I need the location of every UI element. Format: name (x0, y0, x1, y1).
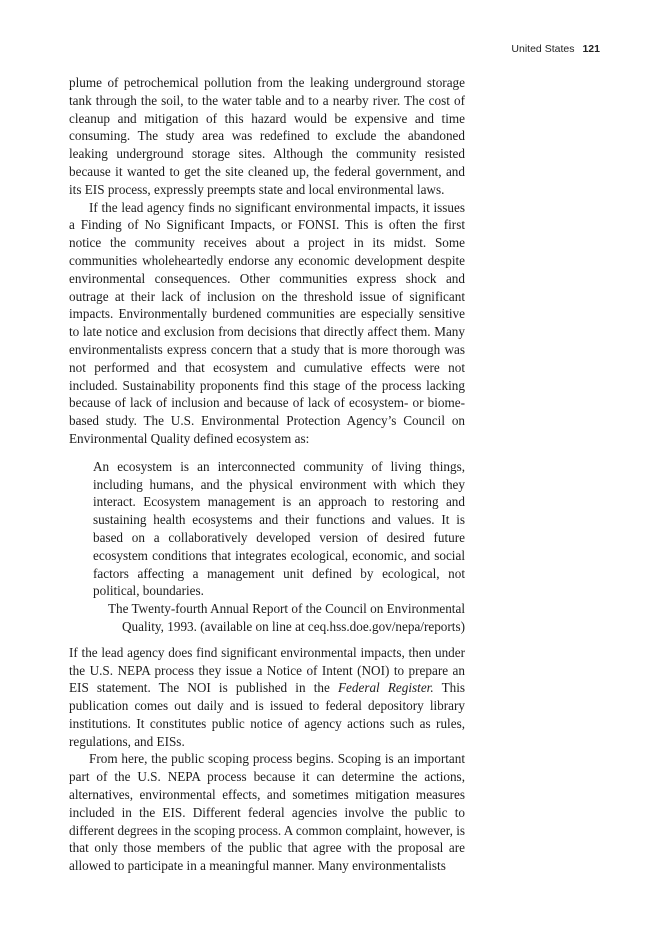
paragraph-1: plume of petrochemical pollution from the leaking underground storage tank through the soil, to the water table and to a nearby river. The cost of cleanup and mitigation of this hazard would be expensive and time consuming. The study area was redefined to exclude the abandoned leaking underground storage sites. Although the community resisted because it wanted to get the site cleaned up, the federal government, and its EIS process, expressly preempts state and local environmental laws. (69, 75, 465, 197)
page-number: 121 (582, 43, 600, 55)
paragraph-2: If the lead agency finds no significant environmental impacts, it issues a Finding of No Significant Impacts, or FONSI. This is often the first notice the community receives about a project in its midst. Some communities wholeheartedly endorse any economic development despite environmental consequences. Other communities express shock and outrage at their lack of inclusion on the threshold issue of significant impacts. Environmentally burdened communities are especially sensitive to late notice and exclusion from decisions that directly affect them. Many environmentalists express concern that a study that is more thorough was not performed and that ecosystem and cumulative effects were not included. Sustainability proponents find this stage of the process lacking because of lack of inclusion and because of lack of ecosystem- or biome-based study. The U.S. Environmental Protection Agency’s Council on Environmental Quality defined ecosystem as: (69, 199, 465, 446)
section-title: United States (511, 43, 575, 55)
body-text (69, 74, 465, 875)
paragraph-3-end: This publication comes out daily and is issued to federal depository library institutions. It constitutes public notice of agency actions such as rules, regulations, and EISs. (69, 680, 466, 749)
block-quote (93, 458, 465, 636)
paragraph-3 (69, 644, 465, 751)
paragraph-4: From here, the public scoping process begins. Scoping is an important part of the U.S. NEPA process because it can determine the actions, alternatives, environmental effects, and sometimes mitigation measures included in the EIS. Different federal agencies involve the public to different degrees in the scoping process. A common complaint, however, is that only those members of the public that agree with the proposal are allowed to participate in a meaningful manner. Many environmentalists (69, 751, 465, 874)
running-head (511, 43, 600, 55)
federal-register-title: Federal Register. (337, 680, 434, 696)
paragraph-3-start: If the lead agency does find significant environmental impacts, then under the U.S. NEPA process they issue a Notice of Intent (NOI) to prepare an EIS statement. The NOI is published in the (69, 644, 465, 696)
quote-text: An ecosystem is an interconnected community of living things, including humans, and the physical environment with which they interact. Ecosystem management is an approach to restoring and sustaining health ecosystems and their functions and values. It is based on a collaboratively developed version of desired future ecosystem conditions that integrates ecological, economic, and social factors affecting a management unit defined by ecological, not political, boundaries. (93, 458, 465, 599)
quote-citation: The Twenty-fourth Annual Report of the Council on Environmental Quality, 1993. (available on line at ceq.hss.doe.gov/nepa/reports) (107, 601, 465, 634)
